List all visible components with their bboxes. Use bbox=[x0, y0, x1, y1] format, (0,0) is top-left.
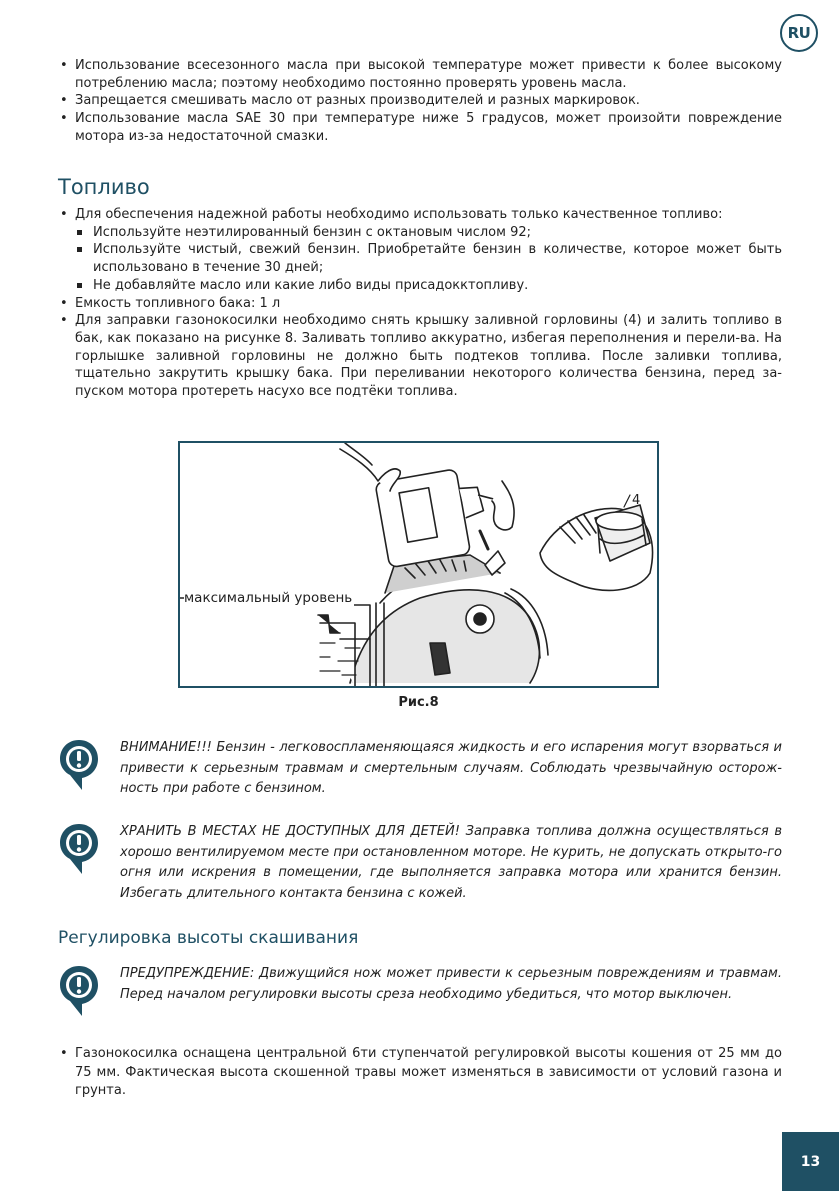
refueling-illustration bbox=[180, 443, 657, 686]
list-item bbox=[60, 206, 782, 295]
figure-caption: Рис.8 bbox=[398, 695, 439, 710]
fuel-bullet-list bbox=[60, 206, 782, 401]
list-item: • Газонокосилка оснащена центральной 6ти ступенчатой регулировкой высоты кошения от 25 мм до 75 мм. Фактическая высота скошенной травы может изменяться в зависимости от условий газона и грунта. bbox=[60, 1045, 782, 1101]
cutting-section-title: Регулировка высоты скашивания bbox=[58, 928, 359, 948]
list-item: • Запрещается смешивать масло от разных производителей и разных маркировок. bbox=[60, 92, 782, 110]
exclamation-drop-icon bbox=[58, 822, 100, 876]
list-item: • Использование всесезонного масла при высокой температуре может привести к более высокому потреблению масла; поэтому необходимо постоянно проверять уровень масла. bbox=[60, 57, 782, 92]
list-item: • Емкость топливного бака: 1 л bbox=[60, 295, 782, 313]
list-item: Используйте чистый, свежий бензин. Приобретайте бензин в количестве, которое может быть использовано в течение 30 дней; bbox=[75, 241, 782, 276]
list-item: Используйте неэтилированный бензин с октановым числом 92; bbox=[75, 224, 782, 242]
warning-text: ПРЕДУПРЕЖДЕНИЕ: Движущийся нож может привести к серьезным повреждениям и травмам. Перед началом регулировки высоты среза необходимо убедиться, что мотор выключен. bbox=[120, 966, 782, 1002]
warning-text: ХРАНИТЬ В МЕСТАХ НЕ ДОСТУПНЫХ ДЛЯ ДЕТЕЙ! Заправка топлива должна осуществляться в хорошо вентилируемом месте при остановленном моторе. Не курить, не допускать открыто-го огня или искрения в помещении, где выполняется заправка мотора или хранится бензин. Избегать длительного контакта бензина с кожей. bbox=[120, 824, 782, 901]
language-badge: RU bbox=[780, 14, 818, 52]
warning-block bbox=[58, 822, 782, 904]
exclamation-drop-icon bbox=[58, 964, 100, 1018]
warning-block bbox=[58, 738, 782, 800]
warning-text: ВНИМАНИЕ!!! Бензин - легковоспламеняющаяся жидкость и его испарения могут взорваться и привести к серьезным травмам и смертельным случаям. Соблюдать чрезвычайную осторож-ность при работе с бензином. bbox=[120, 740, 782, 796]
fuel-intro: Для обеспечения надежной работы необходимо использовать только качественное топливо: bbox=[75, 207, 723, 222]
fuel-section-title: Топливо bbox=[58, 175, 150, 199]
list-item: • Использование масла SAE 30 при температуре ниже 5 градусов, может произойти повреждение мотора из-за недостаточной смазки. bbox=[60, 110, 782, 145]
page-number: 13 bbox=[782, 1132, 839, 1191]
warning-block bbox=[58, 964, 782, 1018]
exclamation-drop-icon bbox=[58, 738, 100, 792]
list-item: • Для заправки газонокосилки необходимо снять крышку заливной горловины (4) и залить топливо в бак, как показано на рисунке 8. Заливать топливо аккуратно, избегая переполнения и перели-ва. На горлышке заливной горловины не должно быть подтеков топлива. После заливки топлива, тщательно закрутить крышку бака. При переливании некоторого количества бензина, перед за-пуском мотора протереть насухо все подтёки топлива. bbox=[60, 312, 782, 401]
max-level-label: максимальный уровень bbox=[184, 590, 353, 606]
figure-8-refueling bbox=[178, 441, 659, 688]
fuel-sub-list bbox=[75, 224, 782, 295]
list-item: Не добавляйте масло или какие либо виды присадокктопливу. bbox=[75, 277, 782, 295]
oil-bullet-list bbox=[60, 57, 782, 146]
cutting-bullet-list bbox=[60, 1045, 782, 1101]
callout-number: 4 bbox=[632, 493, 641, 508]
